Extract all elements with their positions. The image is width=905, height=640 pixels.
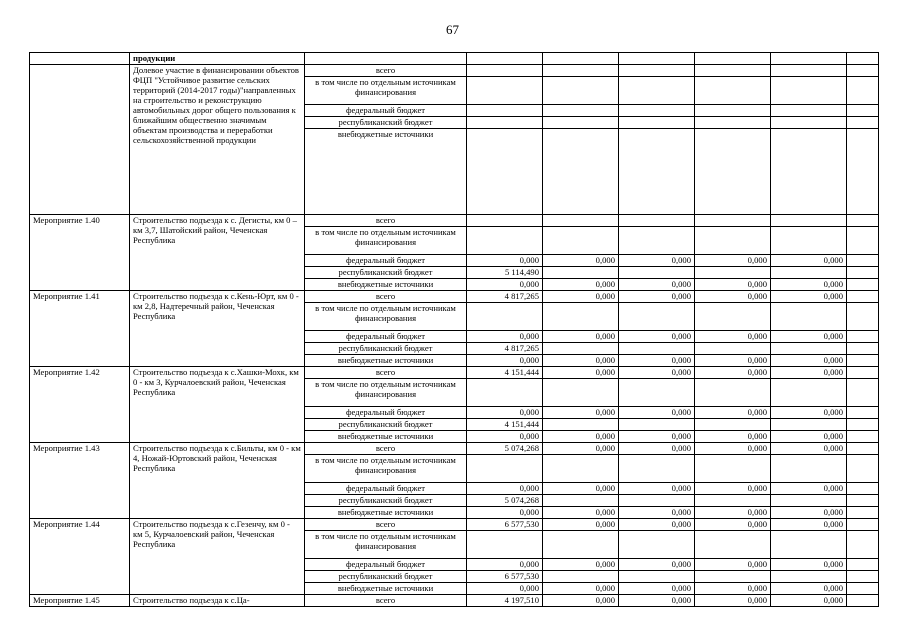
funding-source: внебюджетные источники xyxy=(305,355,467,367)
funding-source: в том числе по отдельным источникам финансирования xyxy=(305,455,467,483)
amount-cell xyxy=(771,419,847,431)
measure-description: Строительство подъезда к с.Ца- xyxy=(130,595,305,607)
amount-cell: 0,000 xyxy=(467,583,543,595)
table-row xyxy=(30,443,879,455)
amount-cell: 0,000 xyxy=(543,255,619,267)
amount-cell xyxy=(619,571,695,583)
amount-cell: 0,000 xyxy=(771,595,847,607)
amount-cell xyxy=(695,129,771,215)
amount-cell: 0,000 xyxy=(771,559,847,571)
amount-cell xyxy=(543,571,619,583)
amount-cell xyxy=(847,77,879,105)
amount-cell: 0,000 xyxy=(771,407,847,419)
amount-cell xyxy=(771,571,847,583)
amount-cell xyxy=(467,531,543,559)
amount-cell: 0,000 xyxy=(467,407,543,419)
amount-cell xyxy=(847,559,879,571)
amount-cell: 0,000 xyxy=(695,279,771,291)
amount-cell xyxy=(467,65,543,77)
amount-cell xyxy=(695,495,771,507)
amount-cell xyxy=(543,215,619,227)
amount-cell xyxy=(543,77,619,105)
amount-cell: 0,000 xyxy=(771,355,847,367)
amount-cell xyxy=(543,303,619,331)
funding-source: в том числе по отдельным источникам финансирования xyxy=(305,227,467,255)
amount-cell xyxy=(771,267,847,279)
funding-source: федеральный бюджет xyxy=(305,255,467,267)
funding-source: всего xyxy=(305,215,467,227)
amount-cell: 0,000 xyxy=(619,583,695,595)
continued-description: продукции xyxy=(130,53,305,65)
amount-cell xyxy=(771,65,847,77)
amount-cell xyxy=(847,443,879,455)
amount-cell xyxy=(847,355,879,367)
amount-cell: 0,000 xyxy=(467,331,543,343)
amount-cell xyxy=(695,531,771,559)
amount-cell: 0,000 xyxy=(695,407,771,419)
amount-cell: 0,000 xyxy=(543,559,619,571)
amount-cell: 0,000 xyxy=(543,279,619,291)
amount-cell: 0,000 xyxy=(771,583,847,595)
measure-description: Долевое участие в финансировании объектов ФЦП "Устойчивое развитие сельских территорий (2014-2017 годы)"направленных на строительство и реконструкцию автомобильных дорог общего пользования к ближайшим общественно значимым объектам производства и переработки сельскохозяйственной продукции xyxy=(130,65,305,215)
amount-cell xyxy=(771,531,847,559)
funding-source: республиканский бюджет xyxy=(305,117,467,129)
amount-cell xyxy=(467,117,543,129)
amount-cell xyxy=(771,303,847,331)
amount-cell xyxy=(847,105,879,117)
measure-label xyxy=(30,65,130,215)
amount-cell: 0,000 xyxy=(695,331,771,343)
amount-cell xyxy=(619,531,695,559)
amount-cell xyxy=(695,267,771,279)
amount-cell xyxy=(467,455,543,483)
amount-cell xyxy=(847,495,879,507)
amount-cell xyxy=(467,77,543,105)
funding-source: в том числе по отдельным источникам финансирования xyxy=(305,531,467,559)
amount-cell xyxy=(847,507,879,519)
amount-cell xyxy=(847,267,879,279)
amount-cell xyxy=(695,215,771,227)
amount-cell: 0,000 xyxy=(467,483,543,495)
table-row xyxy=(30,53,879,65)
amount-cell: 0,000 xyxy=(467,279,543,291)
funding-source: всего xyxy=(305,65,467,77)
measure-description: Строительство подъезда к с.Бильты, км 0 - км 4, Ножай-Юртовский район, Чеченская Республика xyxy=(130,443,305,519)
amount-cell xyxy=(695,77,771,105)
amount-cell: 5 074,268 xyxy=(467,443,543,455)
amount-cell xyxy=(847,519,879,531)
amount-cell: 0,000 xyxy=(619,595,695,607)
measure-label: Мероприятие 1.45 xyxy=(30,595,130,607)
amount-cell: 0,000 xyxy=(619,331,695,343)
amount-cell: 0,000 xyxy=(543,443,619,455)
amount-cell: 0,000 xyxy=(619,519,695,531)
measure-description: Строительство подъезда к с.Кень-Юрт, км 0 - км 2,8, Надтеречный район, Чеченская Республика xyxy=(130,291,305,367)
amount-cell xyxy=(847,279,879,291)
funding-source: в том числе по отдельным источникам финансирования xyxy=(305,303,467,331)
amount-cell xyxy=(619,227,695,255)
amount-cell: 0,000 xyxy=(543,431,619,443)
amount-cell xyxy=(543,65,619,77)
amount-cell xyxy=(847,227,879,255)
amount-cell: 0,000 xyxy=(771,507,847,519)
amount-cell: 4 817,265 xyxy=(467,343,543,355)
amount-cell: 0,000 xyxy=(467,507,543,519)
amount-cell: 0,000 xyxy=(771,255,847,267)
amount-cell: 0,000 xyxy=(467,255,543,267)
amount-cell xyxy=(619,77,695,105)
amount-cell xyxy=(619,129,695,215)
amount-cell xyxy=(543,379,619,407)
amount-cell: 5 074,268 xyxy=(467,495,543,507)
table-row xyxy=(30,519,879,531)
funding-source: всего xyxy=(305,519,467,531)
amount-cell xyxy=(695,105,771,117)
amount-cell: 0,000 xyxy=(695,559,771,571)
amount-cell xyxy=(847,483,879,495)
amount-cell xyxy=(847,255,879,267)
funding-source: в том числе по отдельным источникам финансирования xyxy=(305,379,467,407)
amount-cell: 0,000 xyxy=(771,331,847,343)
amount-cell: 0,000 xyxy=(467,431,543,443)
amount-cell: 0,000 xyxy=(543,519,619,531)
funding-source: внебюджетные источники xyxy=(305,583,467,595)
amount-cell xyxy=(847,571,879,583)
amount-cell xyxy=(619,303,695,331)
amount-cell xyxy=(619,379,695,407)
table-row xyxy=(30,215,879,227)
funding-source: всего xyxy=(305,291,467,303)
amount-cell xyxy=(771,215,847,227)
funding-source: в том числе по отдельным источникам финансирования xyxy=(305,77,467,105)
page-number: 67 xyxy=(446,22,459,37)
amount-cell xyxy=(771,495,847,507)
amount-cell: 0,000 xyxy=(619,355,695,367)
amount-cell xyxy=(619,105,695,117)
amount-cell xyxy=(847,303,879,331)
amount-cell xyxy=(847,379,879,407)
measure-description: Строительство подъезда к с.Хашки-Мохк, км 0 - км 3, Курчалоевский район, Чеченская Республика xyxy=(130,367,305,443)
amount-cell xyxy=(619,267,695,279)
amount-cell xyxy=(847,117,879,129)
table-row xyxy=(30,65,879,77)
amount-cell: 4 817,265 xyxy=(467,291,543,303)
funding-source: внебюджетные источники xyxy=(305,431,467,443)
amount-cell: 0,000 xyxy=(619,279,695,291)
amount-cell xyxy=(543,343,619,355)
funding-source: внебюджетные источники xyxy=(305,279,467,291)
funding-source: республиканский бюджет xyxy=(305,571,467,583)
measure-description: Строительство подъезда к с.Гезенчу, км 0 - км 5, Курчалоевский район, Чеченская Республика xyxy=(130,519,305,595)
amount-cell: 0,000 xyxy=(619,559,695,571)
funding-source: внебюджетные источники xyxy=(305,129,467,215)
amount-cell: 4 151,444 xyxy=(467,367,543,379)
amount-cell xyxy=(543,227,619,255)
measure-label: Мероприятие 1.42 xyxy=(30,367,130,443)
amount-cell: 0,000 xyxy=(771,291,847,303)
amount-cell: 0,000 xyxy=(695,355,771,367)
amount-cell: 0,000 xyxy=(619,483,695,495)
amount-cell: 0,000 xyxy=(619,255,695,267)
amount-cell xyxy=(847,431,879,443)
amount-cell xyxy=(771,77,847,105)
amount-cell xyxy=(847,331,879,343)
funding-source: федеральный бюджет xyxy=(305,559,467,571)
amount-cell: 0,000 xyxy=(771,431,847,443)
amount-cell: 0,000 xyxy=(695,291,771,303)
amount-cell xyxy=(847,215,879,227)
amount-cell xyxy=(619,215,695,227)
amount-cell: 0,000 xyxy=(771,279,847,291)
amount-cell: 0,000 xyxy=(543,583,619,595)
amount-cell: 6 577,530 xyxy=(467,571,543,583)
amount-cell xyxy=(771,379,847,407)
amount-cell: 0,000 xyxy=(619,507,695,519)
amount-cell xyxy=(619,343,695,355)
amount-cell xyxy=(695,419,771,431)
amount-cell: 0,000 xyxy=(543,331,619,343)
funding-source: республиканский бюджет xyxy=(305,267,467,279)
amount-cell: 0,000 xyxy=(619,431,695,443)
amount-cell: 0,000 xyxy=(695,519,771,531)
amount-cell xyxy=(847,65,879,77)
amount-cell xyxy=(847,583,879,595)
amount-cell xyxy=(695,117,771,129)
amount-cell: 0,000 xyxy=(543,507,619,519)
amount-cell xyxy=(695,571,771,583)
amount-cell xyxy=(467,303,543,331)
amount-cell: 4 151,444 xyxy=(467,419,543,431)
amount-cell: 0,000 xyxy=(543,595,619,607)
amount-cell xyxy=(619,117,695,129)
measure-label: Мероприятие 1.40 xyxy=(30,215,130,291)
amount-cell xyxy=(543,129,619,215)
amount-cell xyxy=(619,419,695,431)
amount-cell xyxy=(543,531,619,559)
amount-cell: 4 197,510 xyxy=(467,595,543,607)
funding-source: республиканский бюджет xyxy=(305,343,467,355)
amount-cell xyxy=(467,379,543,407)
amount-cell: 5 114,490 xyxy=(467,267,543,279)
amount-cell xyxy=(771,117,847,129)
amount-cell xyxy=(695,343,771,355)
amount-cell: 0,000 xyxy=(619,367,695,379)
amount-cell: 0,000 xyxy=(695,507,771,519)
amount-cell: 0,000 xyxy=(695,431,771,443)
amount-cell xyxy=(847,129,879,215)
amount-cell xyxy=(543,419,619,431)
funding-source: федеральный бюджет xyxy=(305,331,467,343)
amount-cell xyxy=(771,343,847,355)
amount-cell xyxy=(619,495,695,507)
amount-cell xyxy=(467,215,543,227)
funding-source: федеральный бюджет xyxy=(305,105,467,117)
amount-cell: 0,000 xyxy=(619,407,695,419)
financing-table xyxy=(29,52,879,607)
amount-cell xyxy=(695,303,771,331)
funding-source: республиканский бюджет xyxy=(305,495,467,507)
amount-cell xyxy=(467,129,543,215)
amount-cell xyxy=(543,455,619,483)
amount-cell xyxy=(847,419,879,431)
amount-cell: 0,000 xyxy=(771,483,847,495)
amount-cell xyxy=(847,595,879,607)
amount-cell xyxy=(847,531,879,559)
amount-cell: 0,000 xyxy=(619,443,695,455)
funding-source: республиканский бюджет xyxy=(305,419,467,431)
amount-cell: 0,000 xyxy=(543,483,619,495)
amount-cell: 0,000 xyxy=(771,443,847,455)
amount-cell: 0,000 xyxy=(695,443,771,455)
amount-cell xyxy=(847,455,879,483)
amount-cell xyxy=(467,227,543,255)
table-row xyxy=(30,595,879,607)
measure-description: Строительство подъезда к с. Дегисты, км 0 – км 3,7, Шатойский район, Чеченская Республика xyxy=(130,215,305,291)
amount-cell: 0,000 xyxy=(543,355,619,367)
funding-source: внебюджетные источники xyxy=(305,507,467,519)
table-row xyxy=(30,291,879,303)
amount-cell xyxy=(695,455,771,483)
amount-cell xyxy=(619,455,695,483)
measure-label: Мероприятие 1.43 xyxy=(30,443,130,519)
amount-cell xyxy=(695,65,771,77)
funding-source: всего xyxy=(305,443,467,455)
amount-cell: 0,000 xyxy=(543,407,619,419)
amount-cell xyxy=(619,65,695,77)
amount-cell: 0,000 xyxy=(771,519,847,531)
amount-cell: 0,000 xyxy=(467,355,543,367)
measure-label: Мероприятие 1.41 xyxy=(30,291,130,367)
amount-cell: 6 577,530 xyxy=(467,519,543,531)
amount-cell xyxy=(695,227,771,255)
amount-cell xyxy=(847,367,879,379)
amount-cell xyxy=(543,495,619,507)
amount-cell xyxy=(695,379,771,407)
amount-cell: 0,000 xyxy=(543,291,619,303)
measure-label: Мероприятие 1.44 xyxy=(30,519,130,595)
amount-cell xyxy=(847,343,879,355)
funding-source: федеральный бюджет xyxy=(305,407,467,419)
funding-source: всего xyxy=(305,595,467,607)
table-row xyxy=(30,367,879,379)
amount-cell: 0,000 xyxy=(543,367,619,379)
amount-cell: 0,000 xyxy=(695,483,771,495)
amount-cell: 0,000 xyxy=(467,559,543,571)
amount-cell xyxy=(543,117,619,129)
amount-cell xyxy=(771,129,847,215)
amount-cell: 0,000 xyxy=(695,583,771,595)
amount-cell xyxy=(543,267,619,279)
amount-cell: 0,000 xyxy=(695,367,771,379)
funding-source: всего xyxy=(305,367,467,379)
amount-cell: 0,000 xyxy=(695,255,771,267)
amount-cell xyxy=(771,227,847,255)
amount-cell: 0,000 xyxy=(695,595,771,607)
amount-cell xyxy=(543,105,619,117)
amount-cell xyxy=(771,455,847,483)
funding-source: федеральный бюджет xyxy=(305,483,467,495)
amount-cell: 0,000 xyxy=(771,367,847,379)
amount-cell xyxy=(771,105,847,117)
amount-cell xyxy=(467,105,543,117)
amount-cell: 0,000 xyxy=(619,291,695,303)
amount-cell xyxy=(847,291,879,303)
amount-cell xyxy=(847,407,879,419)
